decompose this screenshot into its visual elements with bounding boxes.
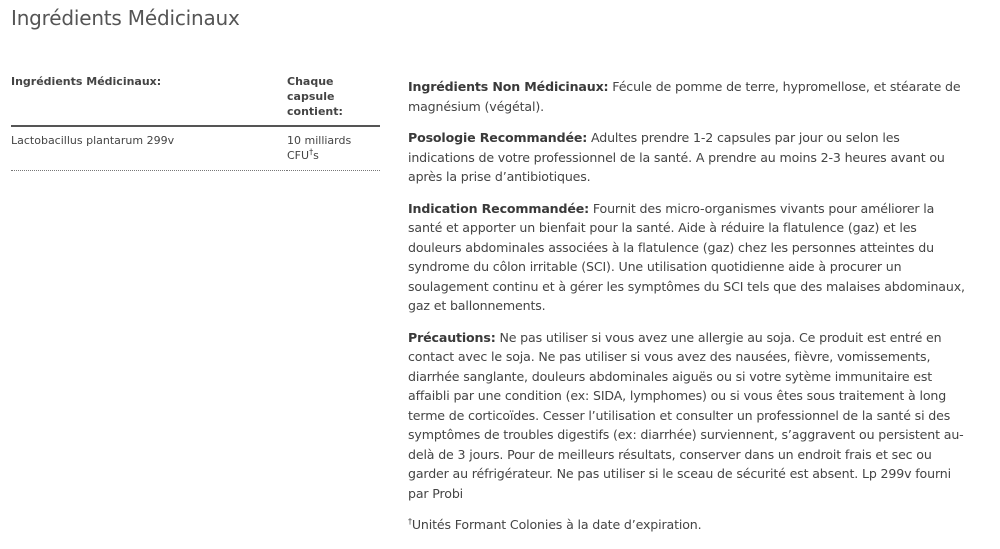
footnote — [408, 515, 968, 535]
section-label: Précautions: — [408, 329, 496, 345]
amount-value: 10 milliards CFU — [287, 134, 352, 162]
header-ingredient: Ingrédients Médicinaux: — [11, 74, 287, 126]
section-label: Indication Recommandée: — [408, 200, 590, 216]
section-text: Adultes prendre 1-2 capsules par jour ou selon les indications de votre professionnel de la santé. A prendre au moins 2-3 heures avant ou après la prise d’antibiotiques. — [408, 130, 945, 184]
cautions — [408, 328, 968, 504]
section-label: Posologie Recommandée: — [408, 130, 588, 145]
recommended-use — [408, 199, 968, 316]
recommended-dose — [408, 128, 968, 187]
product-info — [408, 77, 968, 547]
ingredient-cell: Lactobacillus plantarum 299v — [11, 126, 287, 171]
footnote-text: Unités Formant Colonies à la date d’expiration. — [411, 517, 702, 532]
page-title: Ingrédients Médicinaux — [11, 6, 240, 30]
amount-suffix: s — [313, 149, 319, 162]
section-text: Ne pas utiliser si vous avez une allergie au soja. Ce produit est entré en contact avec le soja. Ne pas utiliser si vous avez des nausées, fièvre, vomissements, diarrhée sanglante, douleurs abdominales aiguës ou si votre sytème immunitaire est affaibli par une condition (ex: SIDA, lymphomes) ou si vous êtes sous traitement à long terme de corticoïdes. Cesser l’utilisation et consulter un professionnel de la santé si des symptômes de troubles digestifs (ex: diarrhée) surviennent, s’aggravent ou persistent au-delà de 3 jours. Pour de meilleurs résultats, conserver dans un endroit frais et sec ou garder au réfrigérateur. Ne pas utiliser si le sceau de sécurité est absent. Lp 299v fourni par Probi — [408, 329, 964, 501]
dagger-mark: † — [309, 147, 314, 157]
header-amount: Chaque capsule contient: — [287, 74, 380, 126]
non-medicinal-ingredients — [408, 77, 968, 116]
table-header-row — [11, 74, 380, 126]
table-row — [11, 126, 380, 171]
section-text: Fécule de pomme de terre, hypromellose, et stéarate de magnésium (végétal). — [408, 79, 961, 114]
dagger-mark: † — [408, 516, 412, 526]
amount-cell — [287, 126, 380, 171]
medicinal-ingredients-table — [11, 74, 380, 171]
section-label: Ingrédients Non Médicinaux: — [408, 79, 609, 94]
section-text: Fournit des micro-organismes vivants pour améliorer la santé et apporter un bienfait pour la santé. Aide à réduire la flatulence (gaz) et les douleurs abdominales associées à la flatulence (gaz) chez les personnes atteintes du syndrome du côlon irritable (SCI). Une utilisation quotidienne aide à procurer un soulagement continu et à gérer les symptômes du SCI tels que des malaises abdominaux, gaz et ballonnements. — [408, 200, 965, 313]
